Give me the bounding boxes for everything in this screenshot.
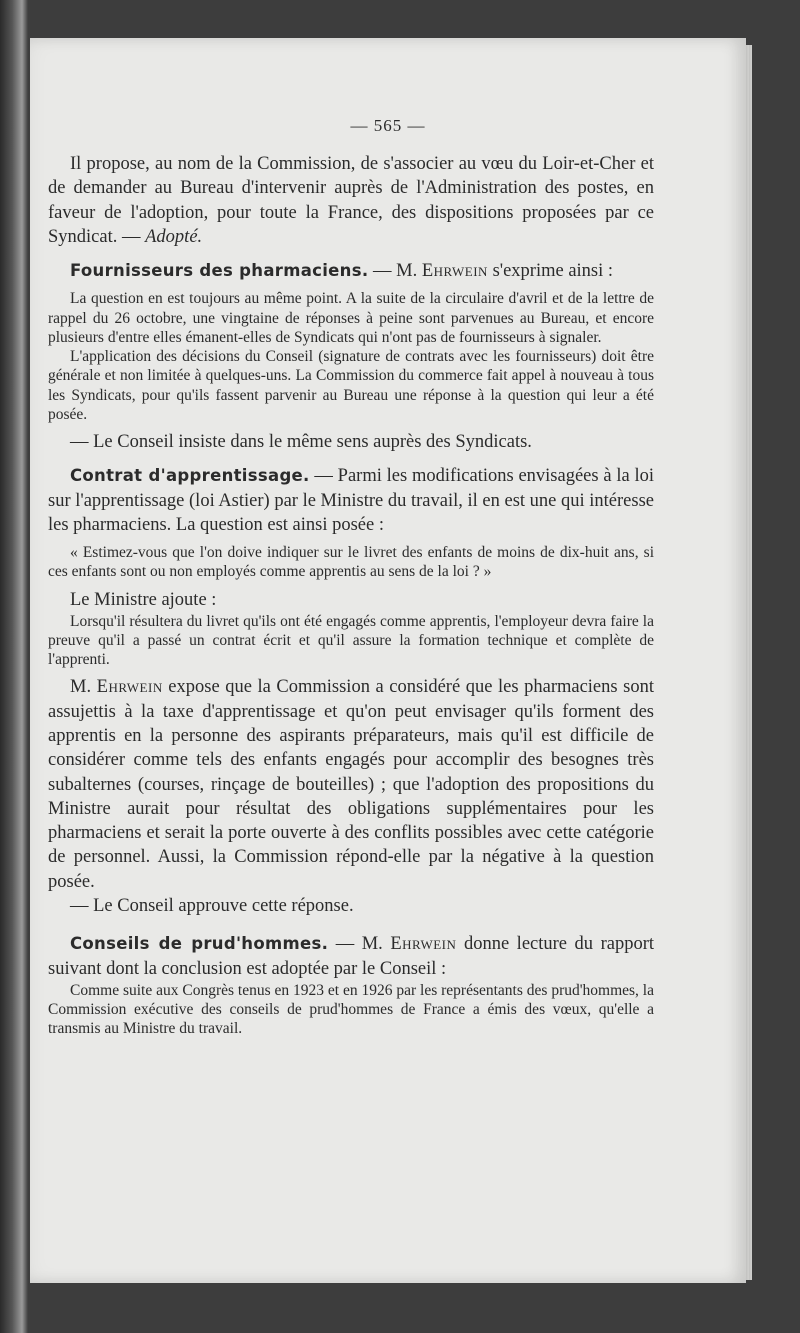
adopted-label: Adopté.	[145, 226, 203, 247]
paragraph-intro	[48, 152, 654, 249]
page-number: — 565 —	[350, 116, 426, 135]
paragraph-ehrwein-expose: M. Ehrwein expose que la Commission a considéré que les pharmaciens sont assujettis à la taxe d'apprentissage et qu'on peut envisager qu'ils forment des apprentis en la personne des aspirants préparateurs, mais qu'il est difficile de considérer comme tels des enfants engagés pour accomplir des besognes très subalternes (courses, rinçage de bouteilles) ; que l'adoption des propositions du Ministre aurait pour résultat des obligations supplémentaires pour les pharmaciens et serait la porte ouverte à des conflits possibles avec cette catégorie de personnel. Aussi, la Commission répond-elle par la négative à la question posée.	[48, 677, 654, 892]
speaker-name: Ehrwein	[390, 934, 457, 955]
section-heading-fournisseurs: Fournisseurs des pharmaciens.	[70, 261, 369, 281]
quote-prudhommes: Comme suite aux Congrès tenus en 1923 et en 1926 par les représentants des prud'hommes, la Commission exécutive des conseils de prud'hommes de France a émis des vœux, qu'elle a transmis au Ministre du travail.	[48, 981, 654, 1038]
paragraph-conseil-insiste: — Le Conseil insiste dans le même sens auprès des Syndicats.	[70, 431, 532, 452]
paragraph-ministre-ajoute: Le Ministre ajoute :	[70, 589, 217, 610]
section-heading-prudhommes: Conseils de prud'hommes.	[70, 934, 329, 954]
quote-fournisseurs-1: La question en est toujours au même point. A la suite de la circulaire d'avril et de la lettre de rappel du 26 octobre, une vingtaine de réponses à peine sont parvenues au Bureau, et encore plusieurs d'entre elles émanent-elles de Syndicats qui n'ont pas de fournisseurs à signaler.	[48, 290, 654, 346]
section-prudhommes: Conseils de prud'hommes. — M. Ehrwein donne lecture du rapport suivant dont la conclusion est adoptée par le Conseil :	[48, 934, 654, 979]
quote-fournisseurs-2: L'application des décisions du Conseil (signature de contrats avec les fournisseurs) doit être générale et non limitée à quelques-uns. La Commission du commerce fait appel à nouveau à tous les Syndicats, pour qu'ils fassent parvenir au Bureau une réponse à la question qui leur a été posée.	[48, 348, 654, 423]
section-fournisseurs: Fournisseurs des pharmaciens. — M. Ehrwein s'exprime ainsi :	[70, 261, 614, 282]
section-apprentissage: Contrat d'apprentissage. — Parmi les modifications envisagées à la loi sur l'apprentissage (loi Astier) par le Ministre du travail, il en est une qui intéresse les pharmaciens. La question est ainsi posée :	[48, 466, 655, 535]
section-heading-apprentissage: Contrat d'apprentissage.	[70, 466, 310, 486]
speaker-name: Ehrwein	[421, 261, 488, 282]
paragraph-conseil-approuve: — Le Conseil approuve cette réponse.	[70, 896, 354, 917]
quote-ministre: Lorsqu'il résultera du livret qu'ils ont été engagés comme apprentis, l'employeur devra faire la preuve qu'il a passé un contrat écrit et qu'il assure la formation technique et complète de l'apprenti.	[48, 612, 654, 669]
document-page	[30, 38, 746, 1283]
paragraph-intro-text: Il propose, au nom de la Commission, de s'associer au vœu du Loir-et-Cher et de demander au Bureau d'intervenir auprès de l'Administration des postes, en faveur de l'adoption, pour toute la France, des dispositions proposées par ce Syndicat. —	[48, 154, 654, 247]
page-content	[48, 116, 654, 1039]
speaker-name: Ehrwein	[96, 677, 163, 698]
quote-question-ministre: « Estimez-vous que l'on doive indiquer sur le livret des enfants de moins de dix-huit ans, si ces enfants sont ou non employés comme apprentis au sens de la loi ? »	[48, 544, 654, 581]
